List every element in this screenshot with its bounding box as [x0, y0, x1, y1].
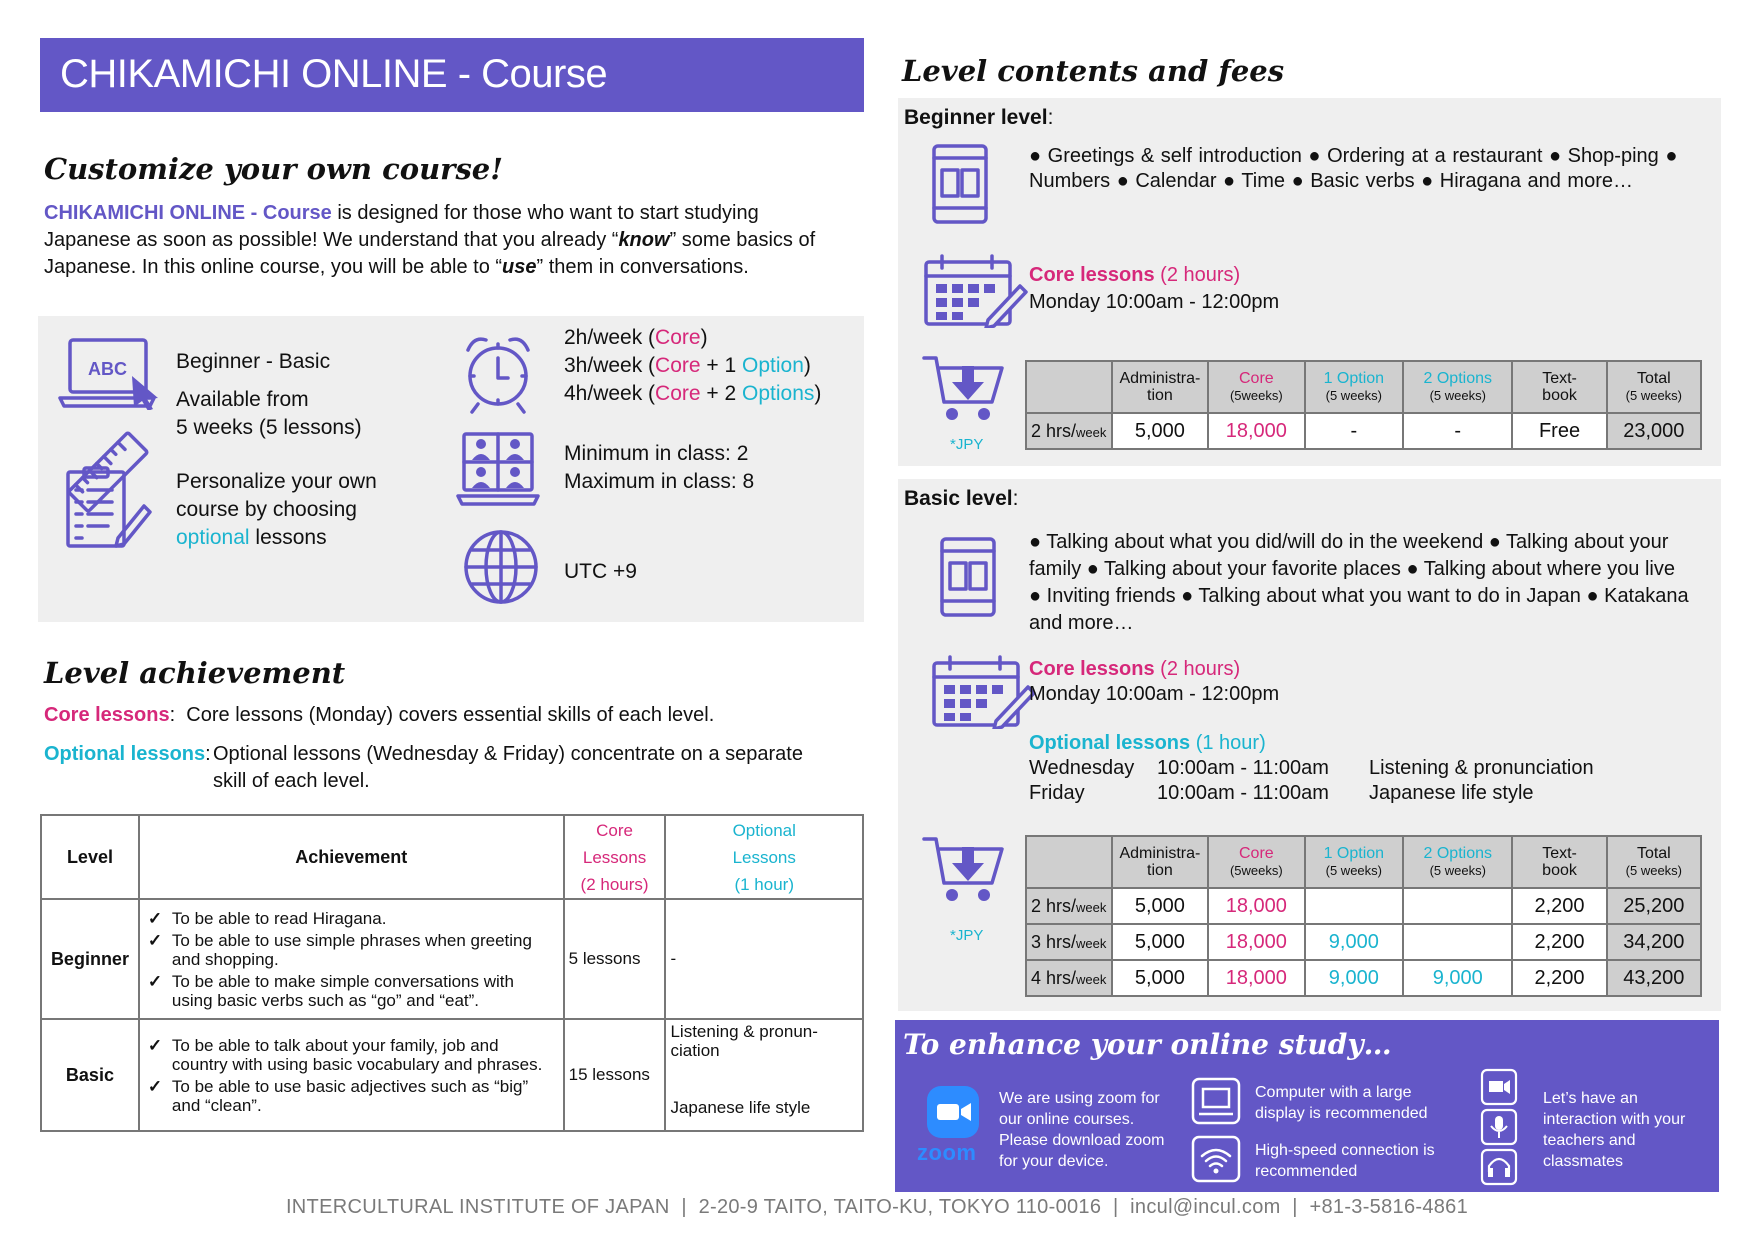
achievement-heading: Level achievement [44, 656, 346, 690]
cart-icon [922, 352, 1008, 432]
levels-heading: Level contents and fees [902, 54, 1285, 88]
availability-line-2: 5 weeks (5 lessons) [176, 416, 362, 439]
page-title: CHIKAMICHI ONLINE - Course [40, 38, 864, 112]
col-level: Level [41, 815, 139, 899]
hours-4h: 4h/week (Core + 2 Options) [564, 382, 822, 405]
intro-heading: Customize your own course! [44, 152, 503, 186]
alarm-clock-icon [460, 330, 536, 414]
hours-text [564, 324, 821, 408]
footer-contact: INTERCULTURAL INSTITUTE OF JAPAN | 2-20-9 TAITO, TAITO-KU, TOKYO 110-0016 | incul@incul.com | +81-3-5816-4861 [285, 1196, 1469, 1218]
clipboard-icon [62, 466, 152, 550]
online-class-icon [456, 430, 540, 510]
computer-icon [1190, 1076, 1242, 1126]
calendar-icon [930, 655, 1038, 729]
ebook-icon [930, 142, 990, 226]
basic-fee-table: Administra- tion Core (5weeks) 1 Option (5 weeks) 2 Options (5 weeks) Text- book Total (5 weeks) 2 hrs/week 5,000 18,000 2,200 25,200 3 hrs/week 5,000 18,000 9,000 2,200 34,200 4 hrs/week 5,000 18,000 9,000 9,000 2,200 43,200 [1025, 835, 1702, 997]
display-text: Computer with a large display is recommended [1255, 1084, 1428, 1122]
brand-name: CHIKAMICHI ONLINE - Course [44, 202, 332, 224]
features-panel [38, 316, 864, 622]
personalize-line-3 [176, 524, 377, 552]
beginner-core: Core lessons (2 hours) Monday 10:00am - 12:00pm [1029, 264, 1280, 313]
table-row: Beginner ✓ To be able to read Hiragana. ✓ To be able to use simple phrases when greeting and shopping. ✓ To be able to make simple conversations with using basic verbs such as “go” and “eat”. 5 lessons - [41, 899, 863, 1019]
optional-lessons-desc: Optional lessons (Wednesday & Friday) concentrate on a separate skill of each level. [213, 743, 803, 792]
table-row: 2 hrs/week 5,000 18,000 - - Free 23,000 [1026, 413, 1701, 449]
beginner-topics: ● Greetings & self introduction ● Ordering at a restaurant ● Shop-ping ● Numbers ● Calendar ● Time ● Basic verbs ● Hiragana and more… [1029, 145, 1678, 192]
hours-2h: 2h/week (Core) [564, 326, 708, 349]
table-row: 3 hrs/week 5,000 18,000 9,000 2,200 34,200 [1026, 924, 1701, 960]
basic-topics: ● Talking about what you did/will do in the weekend ● Talking about your family ● Talking about your favorite places ● Talking about where you live ● Inviting friends ● Talking about what you want to do in Japan ● Katakana and more… [1029, 531, 1689, 634]
availability-text [176, 386, 309, 414]
course-level: Beginner - Basic [176, 350, 331, 373]
laptop-abc-icon [58, 336, 164, 410]
beginner-title: Beginner level: [904, 106, 1054, 129]
abc-label: ABC [88, 359, 127, 379]
interaction-text: Let’s have an interaction with your teachers and classmates [1543, 1090, 1686, 1170]
col-optional: Optional Lessons (1 hour) [665, 815, 863, 899]
col-achievement: Achievement [139, 815, 564, 899]
basic-core: Core lessons (2 hours) Monday 10:00am - 12:00pm [1029, 658, 1280, 705]
basic-optional: Optional lessons (1 hour) Wednesday 10:00am - 11:00am Listening & pronunciation Friday 10:00am - 11:00am Japanese life style [1029, 732, 1594, 804]
availability-line-1: Available from [176, 388, 309, 411]
ebook-icon [938, 535, 998, 619]
achievement-table [40, 814, 864, 1132]
jpy-note: *JPY [950, 927, 984, 944]
personalize-line-1: Personalize your own [176, 470, 377, 493]
table-row: 4 hrs/week 5,000 18,000 9,000 9,000 2,200 43,200 [1026, 960, 1701, 996]
timezone: UTC +9 [564, 560, 637, 583]
lessons-word: lessons [249, 526, 327, 549]
class-size [564, 440, 754, 496]
basic-level-box [898, 479, 1721, 1011]
table-row: 2 hrs/week 5,000 18,000 2,200 25,200 [1026, 888, 1701, 924]
personalize-text [176, 468, 377, 552]
zoom-logo: zoom [917, 1140, 977, 1165]
core-lessons-desc: Core lessons: Core lessons (Monday) covers essential skills of each level. [44, 704, 715, 726]
jpy-note: *JPY [950, 436, 984, 453]
table-row: Basic ✓ To be able to talk about your family, job and country with using basic vocabulary and phrases. ✓ To be able to use basic adjectives such as “big” and “clean”. 15 lessons Listening & pronun-ciation Japanese life style [41, 1019, 863, 1131]
intro-paragraph [44, 200, 844, 281]
calendar-icon [922, 254, 1030, 328]
use-word: use [502, 256, 537, 278]
wifi-icon [1190, 1134, 1242, 1184]
zoom-icon [925, 1084, 981, 1140]
hours-3h: 3h/week (Core + 1 Option) [564, 354, 811, 377]
intro-text-1: is designed for those who want to start studying Japanese as soon as possible! We understand that you already “ [44, 202, 759, 251]
video-mic-audio-icons [1480, 1068, 1518, 1186]
basic-title: Basic level: [904, 487, 1019, 510]
enhance-panel [895, 1020, 1719, 1192]
personalize-line-2: course by choosing [176, 498, 357, 521]
optional-lessons-label: Optional lessons: [44, 743, 211, 765]
globe-icon [462, 528, 540, 606]
class-min: Minimum in class: 2 [564, 442, 749, 465]
col-core: Core Lessons (2 hours) [564, 815, 666, 899]
know-word: know [618, 229, 670, 251]
intro-text-2: ” some basics of Japanese. In this online course, you will be able to “ [44, 229, 816, 278]
optional-word: optional [176, 526, 250, 549]
beginner-fee-table: Administra- tion Core (5weeks) 1 Option (5 weeks) 2 Options (5 weeks) Text- book Total (5 weeks) 2 hrs/week 5,000 18,000 - - Free 23,000 [1025, 360, 1702, 450]
zoom-text: We are using zoom for our online courses. Please download zoom for your device. [999, 1090, 1165, 1170]
enhance-heading: To enhance your online study… [903, 1028, 1392, 1061]
cart-icon [922, 833, 1008, 913]
beginner-level-box [898, 98, 1721, 466]
wifi-text: High-speed connection is recommended [1255, 1142, 1435, 1180]
intro-text-3: ” them in conversations. [536, 256, 749, 278]
class-max: Maximum in class: 8 [564, 470, 755, 493]
